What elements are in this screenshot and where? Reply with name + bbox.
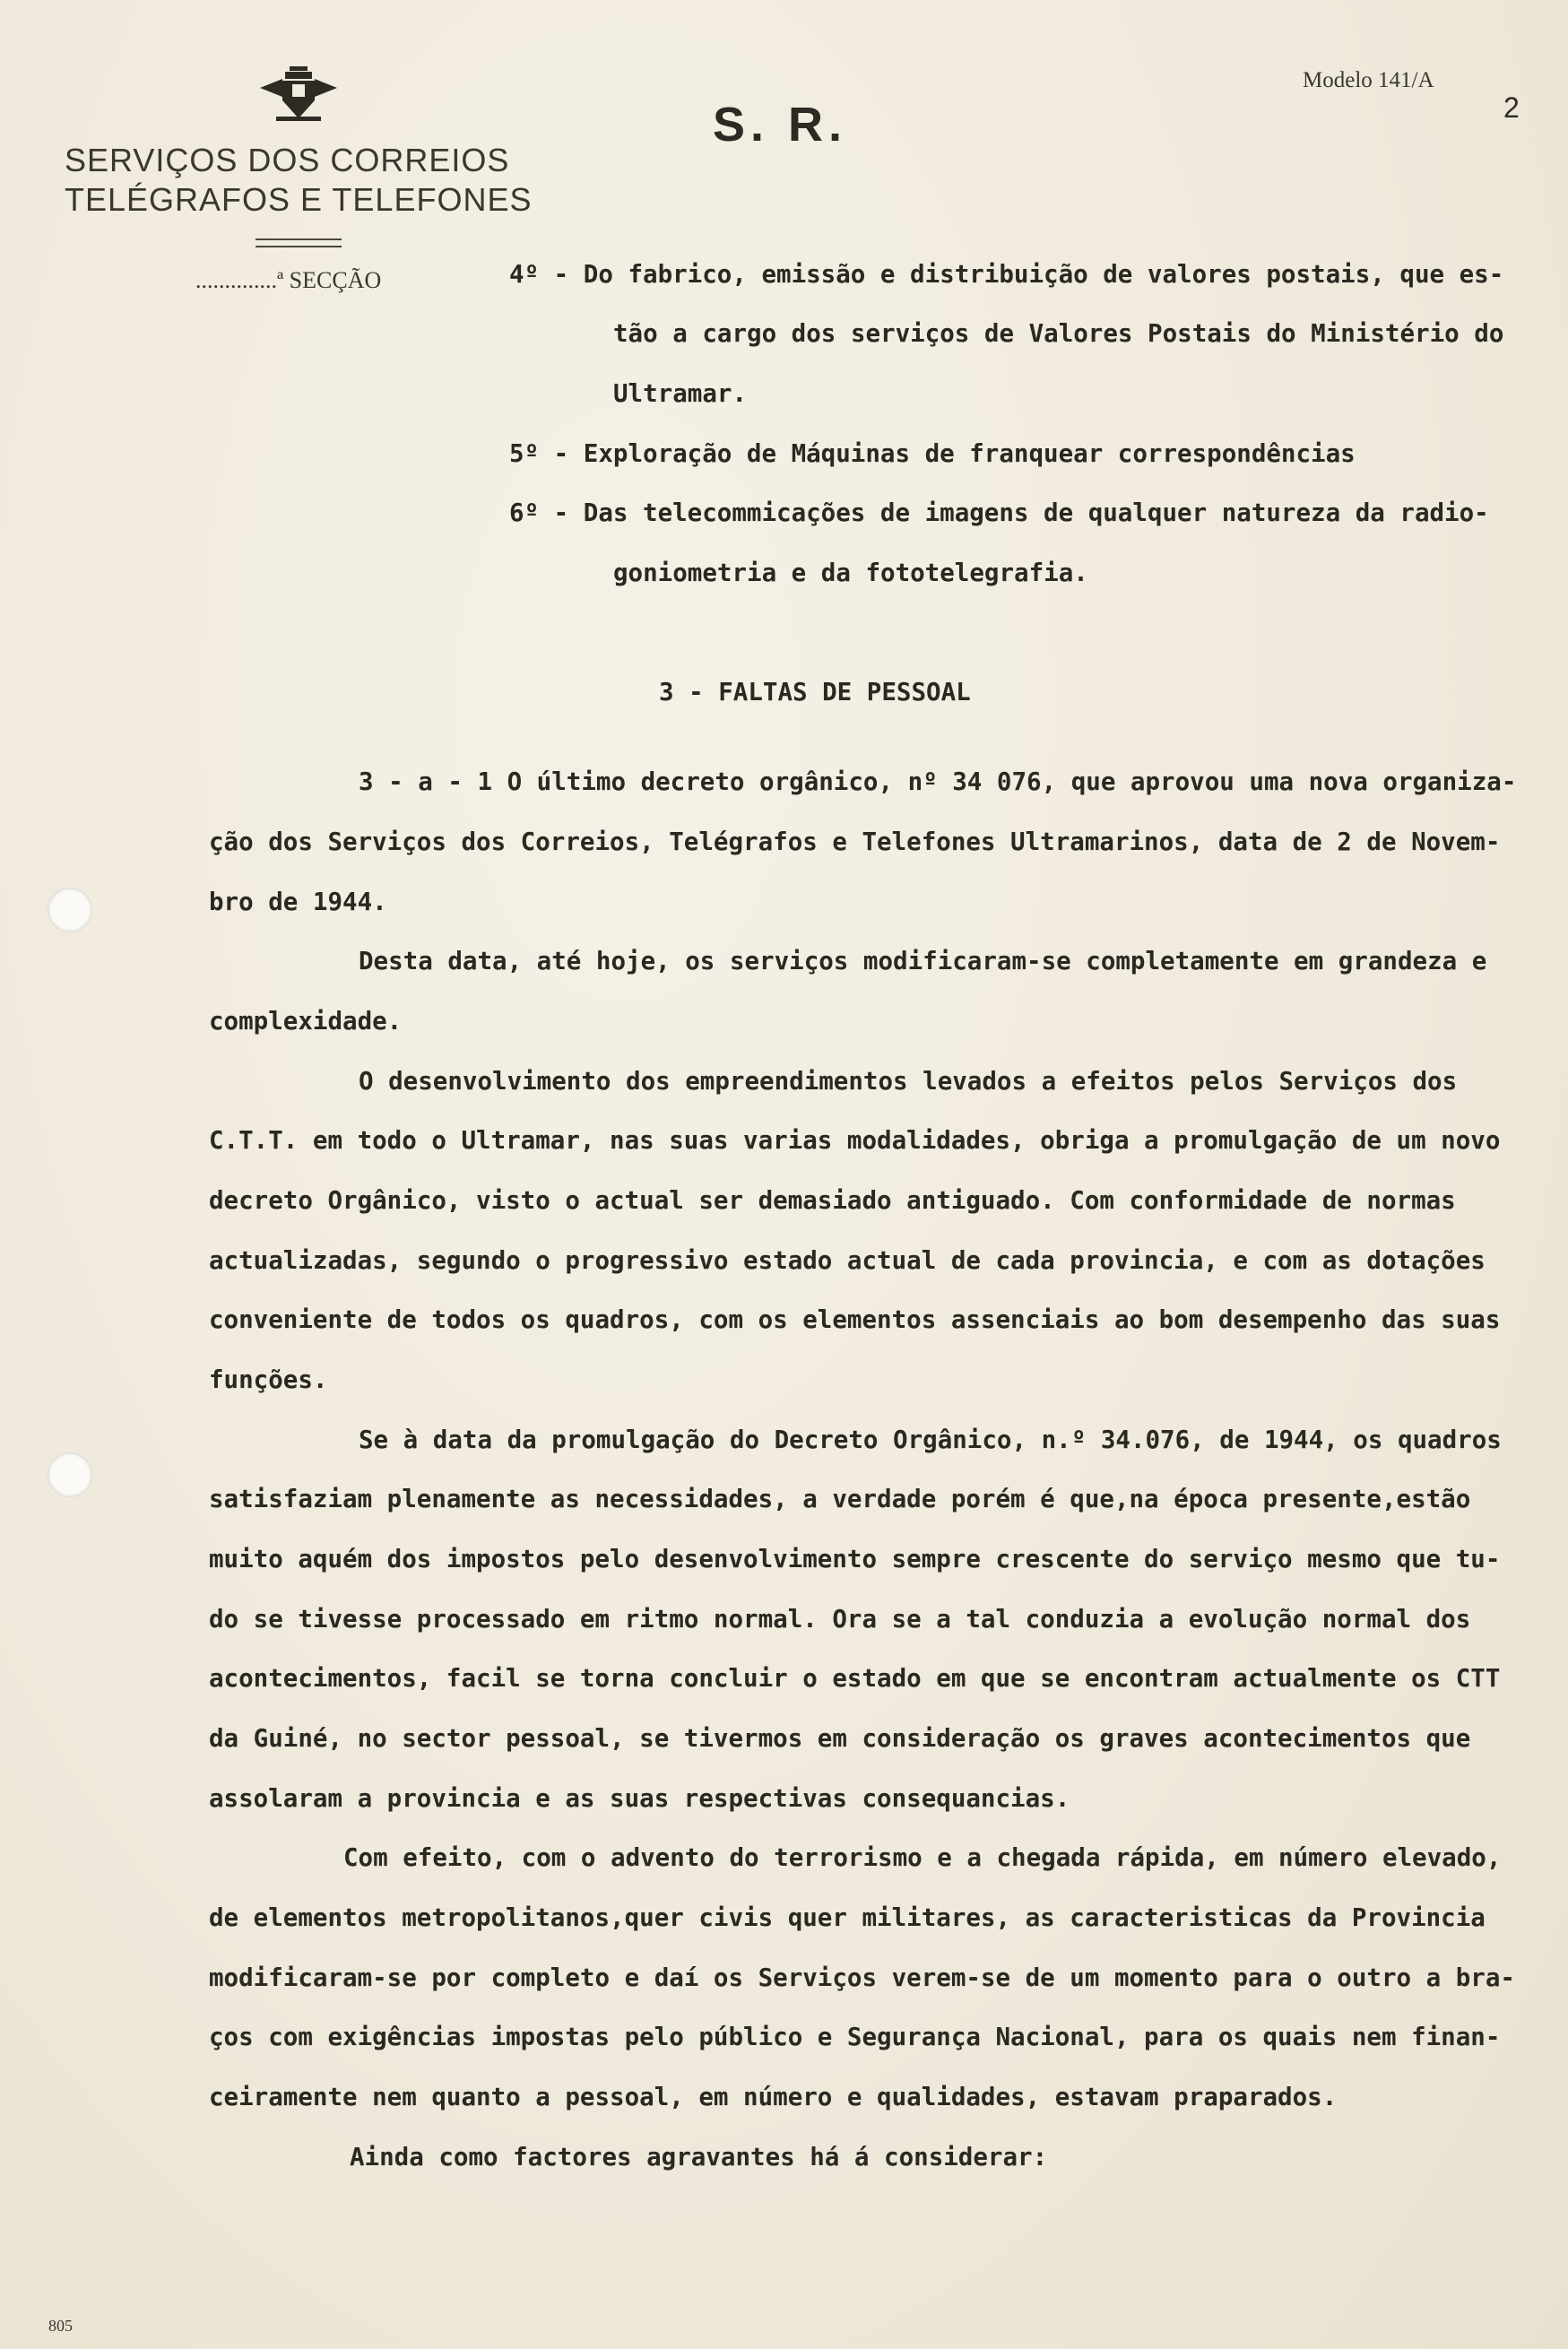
punch-hole xyxy=(48,888,92,932)
item-line: 4º - Do fabrico, emissão e distribuição de valores postais, que es- xyxy=(509,260,1504,289)
paragraph-line: modificaram-se por completo e daí os Serviços verem-se de um momento para o outro a bra- xyxy=(209,1963,1515,1992)
punch-hole xyxy=(48,1452,92,1497)
divider xyxy=(256,246,342,247)
paragraph-line: da Guiné, no sector pessoal, se tivermos em consideração os graves acontecimentos que xyxy=(209,1724,1471,1753)
paragraph-line: do se tivesse processado em ritmo normal. Ora se a tal conduzia a evolução normal dos xyxy=(209,1605,1471,1634)
paragraph-line: decreto Orgânico, visto o actual ser demasiado antiguado. Com conformidade de normas xyxy=(209,1186,1456,1215)
paragraph-line: Desta data, até hoje, os serviços modificaram-se completamente em grandeza e xyxy=(359,947,1487,975)
item-line: tão a cargo dos serviços de Valores Postais do Ministério do xyxy=(613,319,1504,348)
paragraph-line: de elementos metropolitanos,quer civis quer militares, as caracteristicas da Provincia xyxy=(209,1903,1486,1932)
paragraph-line: ção dos Serviços dos Correios, Telégrafos e Telefones Ultramarinos, data de 2 de Novem- xyxy=(209,828,1501,856)
paragraph-line: C.T.T. em todo o Ultramar, nas suas varias modalidades, obriga a promulgação de um novo xyxy=(209,1126,1501,1155)
paragraph-line: O desenvolvimento dos empreendimentos levados a efeitos pelos Serviços dos xyxy=(359,1067,1458,1096)
section-heading: 3 - FALTAS DE PESSOAL xyxy=(659,678,971,706)
paragraph-line: 3 - a - 1 O último decreto orgânico, nº 34 076, que aprovou uma nova organiza- xyxy=(359,767,1517,796)
paragraph-line: Se à data da promulgação do Decreto Orgânico, n.º 34.076, de 1944, os quadros xyxy=(359,1426,1502,1454)
page-number: 2 xyxy=(1503,91,1520,124)
item-line: Ultramar. xyxy=(613,379,748,408)
coat-of-arms-emblem xyxy=(258,66,339,129)
paragraph-line: bro de 1944. xyxy=(209,888,387,916)
org-name-line-2: TELÉGRAFOS E TELEFONES xyxy=(65,181,533,218)
paragraph-line: acontecimentos, facil se torna concluir o estado em que se encontram actualmente os CTT xyxy=(209,1664,1501,1693)
paragraph-line: conveniente de todos os quadros, com os elementos assenciais ao bom desempenho das suas xyxy=(209,1305,1501,1334)
paragraph-line: satisfaziam plenamente as necessidades, a verdade porém é que,na época presente,estão xyxy=(209,1485,1471,1513)
paragraph-line: ços com exigências impostas pelo público e Segurança Nacional, para os quais nem finan- xyxy=(209,2023,1501,2051)
section-label: ..............ª SECÇÃO xyxy=(195,267,382,293)
divider xyxy=(256,238,342,240)
org-name-line-1: SERVIÇOS DOS CORREIOS xyxy=(65,142,510,178)
sr-stamp: S. R. xyxy=(713,98,848,152)
form-code: Modelo 141/A xyxy=(1303,68,1434,92)
paragraph-line: Ainda como factores agravantes há á considerar: xyxy=(350,2143,1048,2171)
paragraph-line: funções. xyxy=(209,1365,328,1394)
item-line: 6º - Das telecommicações de imagens de qualquer natureza da radio- xyxy=(509,498,1489,527)
paragraph-line: assolaram a provincia e as suas respectivas consequancias. xyxy=(209,1784,1070,1813)
item-line: goniometria e da fototelegrafia. xyxy=(613,559,1088,587)
item-line: 5º - Exploração de Máquinas de franquear correspondências xyxy=(509,439,1356,468)
paragraph-line: ceiramente nem quanto a pessoal, em número e qualidades, estavam praparados. xyxy=(209,2083,1338,2111)
paragraph-line: actualizadas, segundo o progressivo estado actual de cada provincia, e com as dotações xyxy=(209,1246,1486,1275)
paragraph-line: Com efeito, com o advento do terrorismo e a chegada rápida, em número elevado, xyxy=(343,1843,1502,1872)
paragraph-line: muito aquém dos impostos pelo desenvolvimento sempre crescente do serviço mesmo que tu- xyxy=(209,1545,1501,1573)
print-code: 805 xyxy=(48,2317,73,2335)
paragraph-line: complexidade. xyxy=(209,1007,403,1036)
